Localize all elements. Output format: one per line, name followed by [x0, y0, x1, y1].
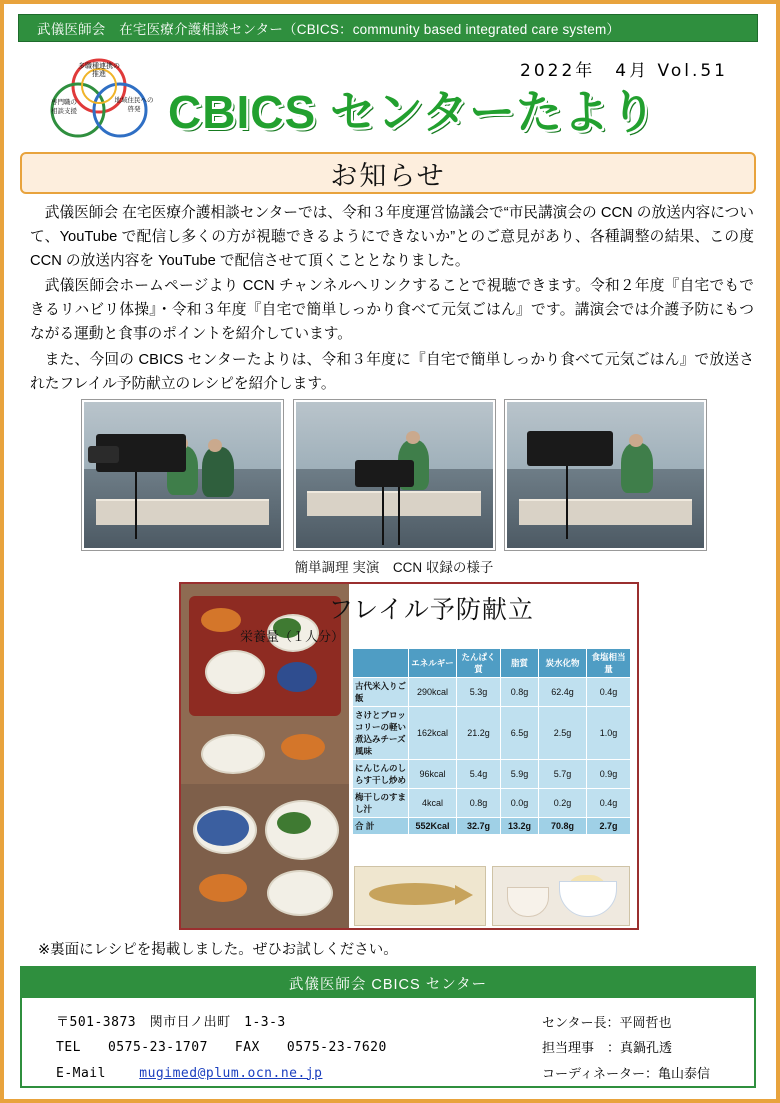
cbics-logo: [34, 52, 164, 140]
staff-director: 担当理事 ：真鍋孔透: [542, 1040, 673, 1056]
row-label: 合 計: [353, 818, 409, 835]
staff-center-director: センター長：平岡哲也: [542, 1015, 672, 1030]
svg-text:地域住民への: 地域住民への: [114, 97, 154, 104]
meal-photo-bottom: [181, 784, 349, 928]
cell-energy: 290kcal: [409, 678, 457, 707]
notice-paragraph: 武儀医師会 在宅医療介護相談センターでは、令和３年度運営協議会で“市民講演会の CCN の放送内容について、YouTube で配信し多くの方が視聴できるようにできないか”とのご意見があり、各種調整の結果、この度 CCN の放送内容を YouTube で配信させて頂くこととなりました。: [30, 205, 754, 269]
menu-subtitle: 栄養量（１人分）: [240, 629, 345, 644]
cell-energy: 4kcal: [409, 789, 457, 818]
cell-carb: 70.8g: [539, 818, 587, 835]
svg-text:啓発: 啓発: [127, 106, 141, 113]
cell-protein: 5.3g: [457, 678, 501, 707]
table-row: [353, 678, 631, 707]
cell-salt: 0.4g: [587, 789, 631, 818]
cell-fat: 5.9g: [501, 760, 539, 789]
cell-fat: 0.8g: [501, 678, 539, 707]
row-label: さけとブロッコリーの軽い煮込みチーズ風味: [353, 707, 409, 760]
photo-recording-1: [82, 400, 283, 550]
cell-salt: 1.0g: [587, 707, 631, 760]
notice-body: [30, 202, 754, 399]
cell-fat: 0.0g: [501, 789, 539, 818]
rice-dish-photo: [492, 866, 630, 926]
row-label: にんじんのしらす干し炒め: [353, 760, 409, 789]
header-banner: [18, 14, 758, 42]
col-energy: エネルギー: [409, 649, 457, 678]
table-row: [353, 789, 631, 818]
cell-protein: 0.8g: [457, 789, 501, 818]
photo-recording-3: [505, 400, 706, 550]
menu-title: フレイル予防献立: [328, 596, 534, 624]
table-header-row: [353, 649, 631, 678]
col-fat: 脂質: [501, 649, 539, 678]
svg-text:多職種連携の: 多職種連携の: [78, 63, 120, 70]
staff-coordinator: コーディネーター：亀山泰信: [542, 1065, 710, 1081]
cell-energy: 552Kcal: [409, 818, 457, 835]
table-row-total: [353, 818, 631, 835]
cell-carb: 5.7g: [539, 760, 587, 789]
footer-email-label: E-Mail: [56, 1065, 106, 1081]
footer-contact: [56, 1010, 387, 1086]
cell-carb: 0.2g: [539, 789, 587, 818]
cell-fat: 13.2g: [501, 818, 539, 835]
cell-fat: 6.5g: [501, 707, 539, 760]
notice-heading-box: [20, 152, 756, 194]
row-label: 古代米入りご飯: [353, 678, 409, 707]
notice-paragraph: 武儀医師会ホームページより CCN チャンネルへリンクすることで視聴できます。令和２年度『自宅でもできるリハビリ体操』・令和３年度『自宅で簡単しっかり食べて元気ごはん』です。講演会では介護予防にもつながる運動と食事のポイントを紹介しています。: [30, 278, 754, 343]
footnote: ※裏面にレシピを掲載しました。ぜひお試しください。: [38, 942, 398, 958]
photo-strip: [82, 400, 706, 548]
issue-number: 2022年 4月 Vol.51: [520, 61, 728, 81]
cell-energy: 96kcal: [409, 760, 457, 789]
cell-energy: 162kcal: [409, 707, 457, 760]
svg-text:相談支援: 相談支援: [51, 108, 77, 115]
footer-address: 〒501-3873 関市日ノ出町 1-3-3: [56, 1015, 286, 1030]
footer-org-name: 武儀医師会 CBICS センター: [288, 976, 488, 993]
notice-heading: お知らせ: [330, 160, 446, 191]
col-carb: 炭水化物: [539, 649, 587, 678]
cell-salt: 0.4g: [587, 678, 631, 707]
footer-staff: [542, 1010, 710, 1086]
page-title: CBICS センターたより: [168, 86, 658, 138]
table-row: [353, 760, 631, 789]
cell-salt: 0.9g: [587, 760, 631, 789]
masthead: [18, 48, 758, 143]
photo-caption: 簡単調理 実演 CCN 収録の様子: [294, 560, 494, 575]
nutrition-table: [352, 648, 631, 835]
cell-salt: 2.7g: [587, 818, 631, 835]
col-protein: たんぱく質: [457, 649, 501, 678]
cell-protein: 21.2g: [457, 707, 501, 760]
footer-tel-fax: TEL 0575-23-1707 FAX 0575-23-7620: [56, 1040, 387, 1056]
photo-recording-2: [294, 400, 495, 550]
footer: [20, 966, 756, 1088]
cell-protein: 32.7g: [457, 818, 501, 835]
col-name: [353, 649, 409, 678]
row-label: 梅干しのすまし汁: [353, 789, 409, 818]
col-salt: 食塩相当量: [587, 649, 631, 678]
svg-text:専門職の: 専門職の: [51, 99, 77, 106]
fish-dish-photo: [354, 866, 486, 926]
svg-text:推進: 推進: [92, 71, 106, 78]
header-banner-text: 武儀医師会 在宅医療介護相談センター（CBICS：community based integrated care system）: [37, 22, 621, 37]
footer-email-link[interactable]: mugimed@plum.ocn.ne.jp: [139, 1065, 323, 1081]
notice-paragraph: また、今回の CBICS センターたよりは、令和３年度に『自宅で簡単しっかり食べて元気ごはん』で放送されたフレイル予防献立のレシピを紹介します。: [30, 351, 754, 392]
cell-carb: 62.4g: [539, 678, 587, 707]
cell-carb: 2.5g: [539, 707, 587, 760]
table-row: [353, 707, 631, 760]
cell-protein: 5.4g: [457, 760, 501, 789]
footer-org-bar: [22, 968, 754, 998]
